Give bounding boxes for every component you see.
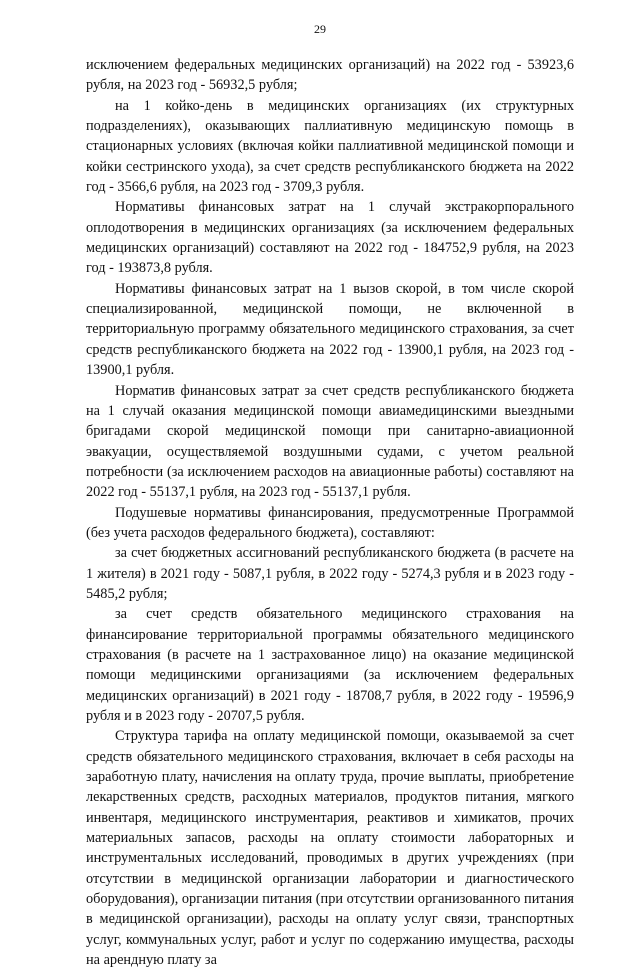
paragraph-tariff-structure: Структура тарифа на оплату медицинской помощи, оказываемой за счет средств обязательного медицинского страхования, включает в себя расходы на заработную плату, начисления на оплату труда, прочие выплаты, приобретение лекарственных средств, расходных материалов, продуктов питания, мягкого инвентаря, медицинского инструментария, реактивов и химикатов, прочих материальных запасов, расходы на оплату стоимости лабораторных и инструментальных исследований, проводимых в других учреждениях (при отсутствии в медицинской организации лаборатории и диагностического оборудования), организации питания (при отсутствии организованного питания в медицинской организации), расходы на оплату услуг связи, транспортных услуг, коммунальных услуг, работ и услуг по содержанию имущества, расходы на арендную плату за	[86, 728, 574, 969]
paragraph-oms-per-capita: за счет средств обязательного медицинского страхования на финансирование территориальной программы обязательного медицинского страхования (в расчете на 1 застрахованное лицо) на оказание медицинской помощи медицинскими организациями (за исключением федеральных медицинских организаций) в 2021 году - 18708,7 рубля, в 2022 году - 19596,9 рубля и в 2023 году - 20707,5 рубля.	[86, 606, 574, 724]
paragraph-palliative-bed-day: на 1 койко-день в медицинских организациях (их структурных подразделениях), оказывающих паллиативную медицинскую помощь в стационарных условиях (включая койки паллиативной медицинской помощи и койки сестринского ухода), за счет средств республиканского бюджета на 2022 год - 3566,6 рубля, на 2023 год - 3709,3 рубля.	[86, 97, 574, 196]
paragraph-continuation: исключением федеральных медицинских организаций) на 2022 год - 53923,6 рубля, на 2023 год - 56932,5 рубля;	[86, 57, 574, 94]
paragraph-ambulance-call-norms: Нормативы финансовых затрат на 1 вызов скорой, в том числе скорой специализированной, медицинской помощи, не включенной в территориальную программу обязательного медицинского страхования, за счет средств республиканского бюджета на 2022 год - 13900,1 рубля, на 2023 год - 13900,1 рубля.	[86, 280, 574, 379]
paragraph-per-capita-norms: Подушевые нормативы финансирования, предусмотренные Программой (без учета расходов федерального бюджета), составляют:	[86, 504, 574, 541]
paragraph-air-ambulance-norm: Норматив финансовых затрат за счет средств республиканского бюджета на 1 случай оказания медицинской помощи авиамедицинскими выездными бригадами скорой медицинской помощи при санитарно-авиационной эвакуации, осуществляемой воздушными судами, с учетом реальной потребности (за исключением расходов на авиационные работы) составляют на 2022 год - 55137,1 рубля, на 2023 год - 55137,1 рубля.	[86, 382, 574, 501]
paragraph-eco-norms: Нормативы финансовых затрат на 1 случай экстракорпорального оплодотворения в медицинских организациях (за исключением федеральных медицинских организаций) составляют на 2022 год - 184752,9 рубля, на 2023 год - 193873,8 рубля.	[86, 199, 574, 277]
body-text	[86, 55, 574, 970]
page-number: 29	[314, 22, 326, 36]
paragraph-budget-per-capita: за счет бюджетных ассигнований республиканского бюджета (в расчете на 1 жителя) в 2021 году - 5087,1 рубля, в 2022 году - 5274,3 рубля и в 2023 году - 5485,2 рубля;	[86, 545, 574, 602]
